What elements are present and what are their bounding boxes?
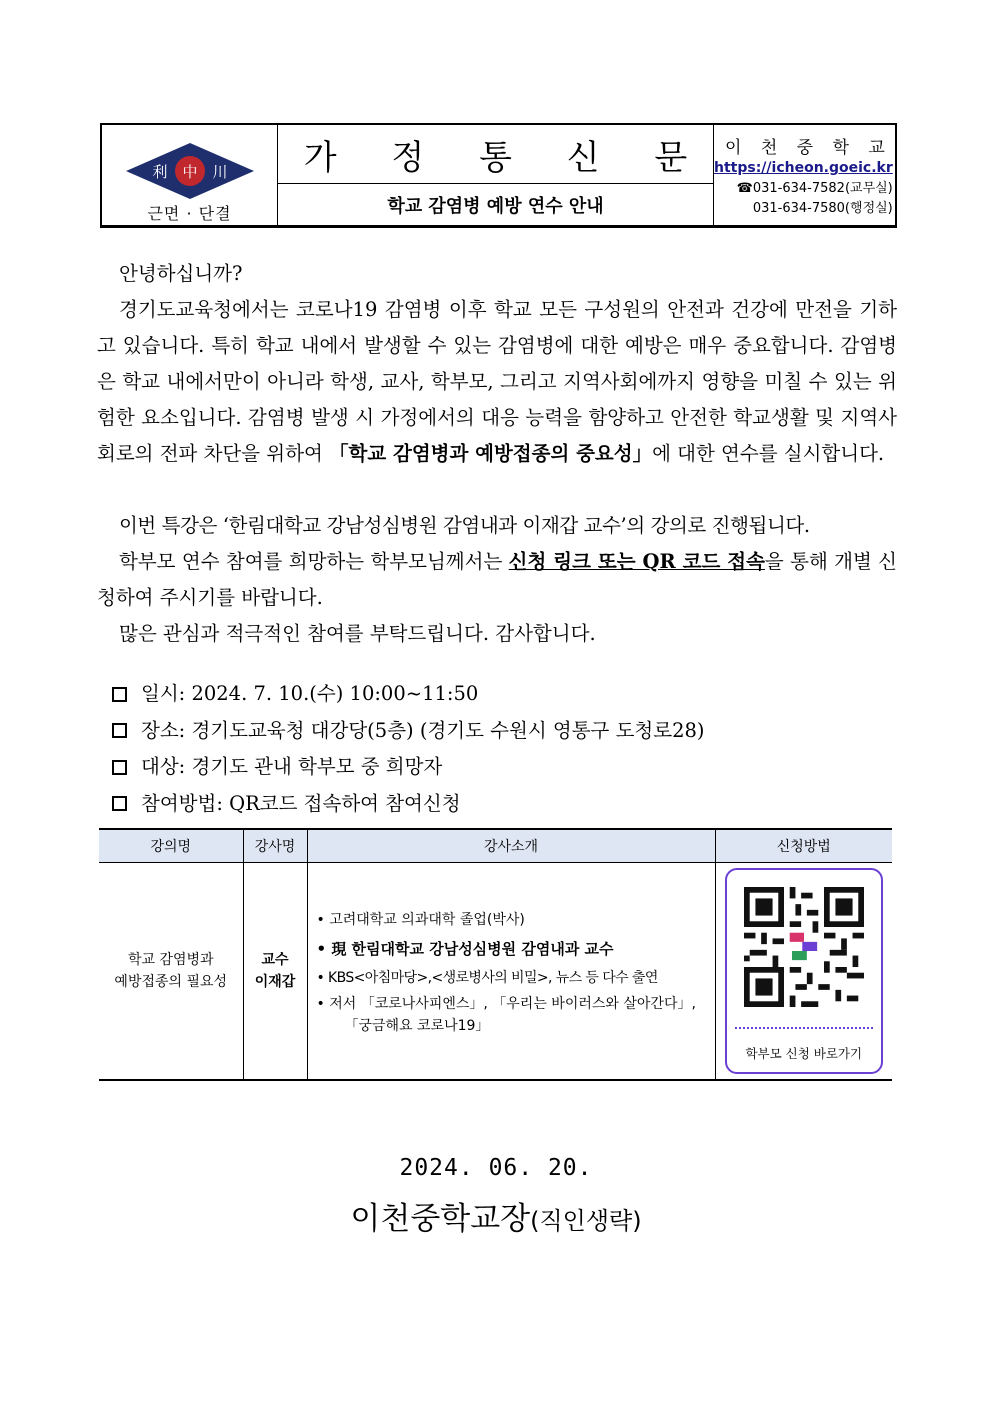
seal-omitted-note: (직인생략) [530, 1207, 642, 1235]
logo-char-3: 川 [212, 163, 228, 181]
header-apply-method: 신청방법 [715, 829, 892, 863]
document-title: 가 정 통 신 문 [278, 125, 713, 184]
lecture-name-cell [99, 863, 243, 1081]
intro-item-continued: 「궁금해요 코로나19」 [344, 1017, 490, 1034]
logo-char-2: 中 [182, 163, 198, 181]
school-emblem-icon [126, 143, 254, 199]
header-lecture-name: 강의명 [99, 829, 243, 863]
school-logo-cell [102, 125, 278, 225]
school-info-cell [714, 125, 901, 225]
paragraph-apply-end: 을 통해 개별 신청하여 주시기를 바랍니다. [97, 550, 897, 609]
letter-header [100, 123, 897, 228]
intro-item: • 저서 「코로나사피엔스」, 「우리는 바이러스와 살아간다」, [317, 993, 708, 1015]
school-motto: 근면 · 단결 [147, 204, 232, 223]
event-details [112, 676, 705, 822]
lecture-table [99, 828, 892, 1081]
checkbox-square-icon [112, 687, 127, 702]
qr-apply-label[interactable]: 학부모 신청 바로가기 [745, 1046, 863, 1061]
paragraph-lecturer: 이번 특강은 ‘한림대학교 강남성심병원 감염내과 이재갑 교수’의 강의로 진행됩니다. [119, 514, 810, 537]
lecture-name-line1: 학교 감염병과 [127, 952, 214, 968]
lecturer-name: 이재갑 [254, 974, 296, 990]
lecturer-intro-cell [307, 863, 715, 1081]
intro-item: • KBS<아침마당>,<생로병사의 비밀>, 뉴스 등 다수 출연 [317, 964, 708, 993]
checkbox-square-icon [112, 796, 127, 811]
detail-place-text: 장소: 경기도교육청 대강당(5층) (경기도 수원시 영통구 도청로28) [141, 718, 705, 742]
checkbox-square-icon [112, 723, 127, 738]
header-lecturer: 강사명 [243, 829, 307, 863]
detail-date [112, 676, 705, 713]
title-cell [278, 125, 714, 225]
principal-signature [0, 1193, 992, 1238]
qr-card[interactable] [725, 868, 883, 1074]
paragraph-apply [97, 544, 897, 616]
lecture-name-line2: 예방접종의 필요성 [114, 974, 228, 990]
detail-place [112, 713, 705, 750]
paragraph-intro-end: 에 대한 연수를 실시합니다. [652, 442, 885, 465]
paragraph-apply-text: 학부모 연수 참여를 희망하는 학부모님께서는 [119, 550, 509, 573]
school-url-link[interactable]: https://icheon.goeic.kr [714, 160, 893, 176]
paragraph-intro-text: 경기도교육청에서는 코로나19 감염병 이후 학교 모든 구성원의 안전과 건강에 만전을 기하고 있습니다. 특히 학교 내에서 발생할 수 있는 감염병에 대한 예방은 매우 중요합니다. 감염병은 학교 내에서만이 아니라 학생, 교사, 학부모, 그리고 지역사회에까지 영향을 미칠 수 있는 위험한 요소입니다. 감염병 발생 시 가정에서의 대응 능력을 함양하고 안전한 학교생활 및 지역사회로의 전파 차단을 위하여 [97, 298, 897, 465]
table-row [99, 863, 892, 1081]
table-header-row [99, 829, 892, 863]
paragraph-closing: 많은 관심과 적극적인 참여를 부탁드립니다. 감사합니다. [119, 622, 596, 645]
detail-target [112, 749, 705, 786]
lecturer-title: 교수 [261, 952, 289, 968]
apply-method-cell [715, 863, 892, 1081]
apply-link-text[interactable]: 신청 링크 또는 QR 코드 접속 [508, 550, 765, 573]
detail-method-text: 참여방법: QR코드 접속하여 참여신청 [141, 791, 461, 815]
checkbox-square-icon [112, 760, 127, 775]
document-subtitle: 학교 감염병 예방 연수 안내 [387, 195, 604, 217]
phone-office: ☎031-634-7582(교무실) [736, 181, 893, 196]
principal-title: 이천중학교장 [350, 1201, 531, 1237]
phone-admin: 031-634-7580(행정실) [752, 201, 893, 216]
intro-item: • 고려대학교 의과대학 졸업(박사) [317, 906, 708, 935]
intro-item: • 現 한림대학교 강남성심병원 감염내과 교수 [317, 935, 708, 964]
lecturer-cell [243, 863, 307, 1081]
lecturer-intro-list [309, 906, 714, 1037]
school-name: 이 천 중 학 교 [725, 138, 892, 158]
header-lecturer-intro: 강사소개 [307, 829, 715, 863]
logo-char-1: 利 [152, 163, 168, 181]
paragraph-intro [97, 292, 897, 472]
detail-date-text: 일시: 2024. 7. 10.(수) 10:00~11:50 [141, 682, 479, 705]
qr-divider [735, 1027, 873, 1029]
qr-code-icon[interactable] [744, 887, 864, 1007]
lecture-topic: 「학교 감염병과 예방접종의 중요성」 [329, 442, 653, 465]
greeting: 안녕하십니까? [119, 262, 243, 285]
issue-date: 2024. 06. 20. [399, 1155, 593, 1181]
detail-target-text: 대상: 경기도 관내 학부모 중 희망자 [141, 755, 443, 778]
detail-method [112, 786, 705, 823]
